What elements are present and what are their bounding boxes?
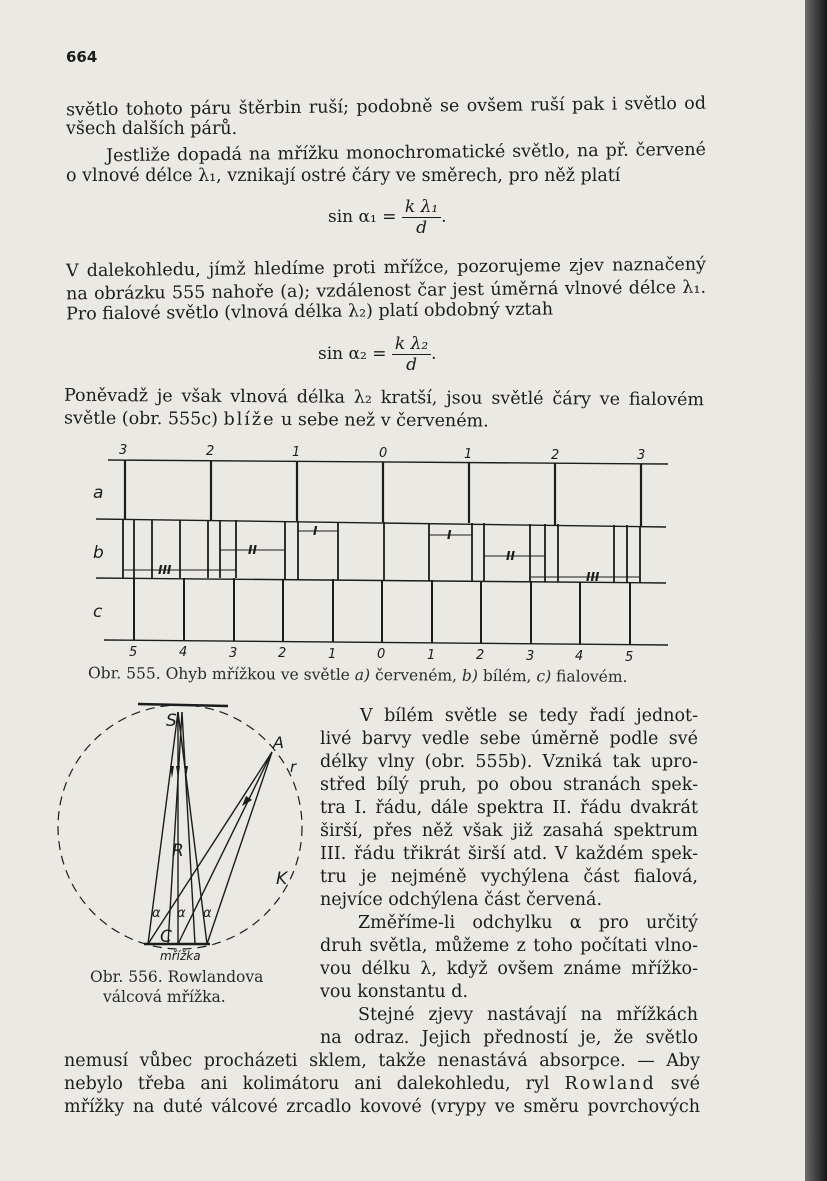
para6-line: vou délku λ, když ovšem známe mřížko-: [320, 959, 698, 979]
fig556-label-S: S: [166, 711, 177, 731]
para5-line: V bílém světle se tedy řadí jednot-: [360, 706, 698, 726]
para5-line: nejvíce odchýlena část červená.: [320, 890, 603, 910]
para7-line4-part-c: své: [655, 1074, 700, 1094]
para2-line1: Jestliže dopadá na mřížku monochromatické světlo, na př. červené: [105, 139, 707, 167]
para4-line1: Poněvadž je však vlnová délka λ₂ kratší, jsou světlé čáry ve fialovém: [63, 385, 705, 411]
fig556-label-A: A: [273, 733, 284, 752]
page-edge-shadow: [805, 0, 827, 1181]
fig555-bottom-order: 5: [129, 645, 138, 660]
equation-1-lhs: sin α₁ =: [328, 207, 397, 227]
page-number: 664: [66, 48, 98, 66]
fig556-slit-bar: [138, 704, 228, 706]
equation-2: [318, 334, 437, 375]
para7-line3: nemusí vůbec procházeti sklem, takže nenastává absorpce. — Aby: [64, 1051, 700, 1071]
fig555-top-order: 3: [119, 443, 128, 458]
para7-line4-part-a: nebylo třeba ani kolimátoru ani dalekohledu, ryl: [64, 1074, 565, 1094]
para5-line: širší, přes něž však již zasahá spektrum: [320, 821, 698, 841]
fig555-bottom-order: 3: [526, 649, 535, 664]
fig556-caption-line2: válcová mřížka.: [103, 988, 226, 1006]
fig555-row-label-a: a: [93, 483, 104, 503]
fig555-spectrum-label: III: [586, 570, 600, 584]
fig556-arrowhead: [176, 766, 180, 778]
fig556-label-r: r: [290, 758, 297, 776]
figure-556: [50, 696, 312, 964]
fig555-bottom-order: 4: [575, 649, 584, 664]
fig555-bottom-order: 1: [328, 647, 337, 662]
fig555-caption-prefix: Obr. 555. Ohyb mřížkou ve světle: [87, 664, 355, 684]
para1-line1: světlo tohoto páru štěrbin ruší; podobně se ovšem ruší pak i světlo od: [65, 93, 707, 121]
fig556-angle-alpha: α: [177, 906, 186, 921]
para5-line: tra I. řádu, dále spektra II. řádu dvakrát: [320, 798, 698, 818]
equation-1: [328, 197, 447, 238]
fig556-label-K: K: [276, 869, 288, 889]
fig555-bottom-order: 2: [278, 646, 287, 661]
equation-2-lhs: sin α₂ =: [318, 344, 387, 364]
para6-line: Změříme-li odchylku α pro určitý: [358, 913, 698, 933]
equation-2-fraction: [392, 334, 431, 375]
para4-line2-part-a: světle (obr. 555c): [63, 408, 224, 430]
fig555-top-order: 1: [464, 447, 473, 462]
fig555-caption-c: c): [536, 667, 552, 686]
para4-line2: [64, 407, 489, 434]
equation-1-denominator: d: [416, 218, 427, 238]
para6-line: druh světla, můžeme z toho počítati vlno-: [320, 936, 698, 956]
fig556-diffracted-ray: [178, 752, 272, 944]
fig556-diffracted-ray: [207, 752, 272, 944]
fig555-spectrum-label: I: [447, 528, 452, 542]
equation-2-denominator: d: [406, 355, 417, 375]
para4-emphasis-blize: blíže: [223, 409, 276, 430]
para5-line: délky vlny (obr. 555b). Vzniká tak upro-: [320, 752, 698, 772]
equation-1-fraction: [402, 197, 441, 238]
fig555-row-c-bottom-line: [104, 640, 668, 645]
para7-line5: mřížky na duté válcové zrcadlo kovové (vrypy ve směru povrchových: [64, 1097, 700, 1117]
fig555-top-order: 3: [637, 448, 646, 463]
figure-555: [80, 438, 680, 670]
fig556-angle-alpha: α: [152, 906, 161, 921]
fig555-bottom-order: 1: [427, 648, 436, 663]
fig555-bottom-order: 4: [179, 645, 188, 660]
fig555-top-order: 0: [379, 446, 388, 461]
para1-line2: všech dalších párů.: [66, 119, 238, 139]
fig555-top-order: 1: [292, 445, 301, 460]
fig555-bottom-order: 3: [229, 646, 238, 661]
fig555-caption: [88, 664, 628, 686]
fig556-label-C: C: [160, 927, 172, 947]
fig555-row-label-b: b: [93, 543, 104, 563]
equation-1-period: .: [441, 207, 447, 227]
fig555-top-order: 2: [551, 448, 560, 463]
fig555-spectrum-label: II: [506, 549, 515, 563]
fig555-caption-b-text: bílém,: [477, 666, 537, 686]
fig556-arrowhead: [184, 766, 188, 778]
fig556-angle-alpha: α: [203, 906, 212, 921]
para5-line: tru je nejméně vychýlena část fialová,: [320, 867, 698, 887]
fig555-row-a-line: [108, 460, 668, 464]
para7-line2: na odraz. Jejich předností je, že světlo: [320, 1028, 698, 1048]
fig555-caption-a: a): [354, 665, 371, 685]
fig555-row-b-top-line: [96, 519, 666, 527]
para5-line: III. řádu třikrát širší atd. V každém spek-: [320, 844, 698, 864]
fig555-top-order: 2: [206, 444, 215, 459]
equation-2-numerator: k λ₂: [392, 334, 431, 355]
fig555-row-label-c: c: [93, 602, 103, 622]
para6-line: vou konstantu d.: [320, 982, 469, 1002]
para3-line1: V dalekohledu, jímž hledíme proti mřížce, pozorujeme zjev naznačený: [65, 254, 707, 282]
para7-line1: Stejné zjevy nastávají na mřížkách: [358, 1005, 698, 1025]
fig556-label-R: R: [172, 841, 184, 861]
fig555-spectrum-label: III: [158, 563, 172, 577]
fig556-label-grating: mřížka: [160, 949, 201, 963]
para3-line2: na obrázku 555 nahoře (a); vzdálenost čar jest úměrná vlnové délce λ₁.: [65, 277, 707, 305]
para5-line: střed bílý pruh, po obou stranách spek-: [320, 775, 698, 795]
equation-1-numerator: k λ₁: [402, 197, 441, 218]
fig555-bottom-order: 5: [625, 650, 634, 665]
para7-emphasis-rowland: Rowland: [564, 1074, 656, 1094]
fig555-caption-b: b): [461, 666, 478, 685]
para7-line4: [64, 1072, 700, 1096]
equation-2-period: .: [431, 344, 437, 364]
fig555-caption-c-text: fialovém.: [551, 667, 628, 686]
fig555-bottom-order: 0: [377, 647, 386, 662]
fig555-spectrum-label: I: [313, 524, 318, 538]
fig556-caption-line1: Obr. 556. Rowlandova: [90, 968, 264, 986]
para2-line2: o vlnové délce λ₁, vznikají ostré čáry ve směrech, pro něž platí: [66, 166, 621, 186]
para4-line2-part-c: u sebe než v červeném.: [275, 409, 489, 432]
fig555-bottom-order: 2: [476, 648, 485, 663]
fig555-spectrum-label: II: [248, 543, 257, 557]
para5-line: livé barvy vedle sebe úměrně podle své: [320, 729, 698, 749]
fig555-caption-a-text: červeném,: [370, 666, 463, 685]
para3-line3: Pro fialové světlo (vlnová délka λ₂) platí obdobný vztah: [65, 299, 554, 325]
